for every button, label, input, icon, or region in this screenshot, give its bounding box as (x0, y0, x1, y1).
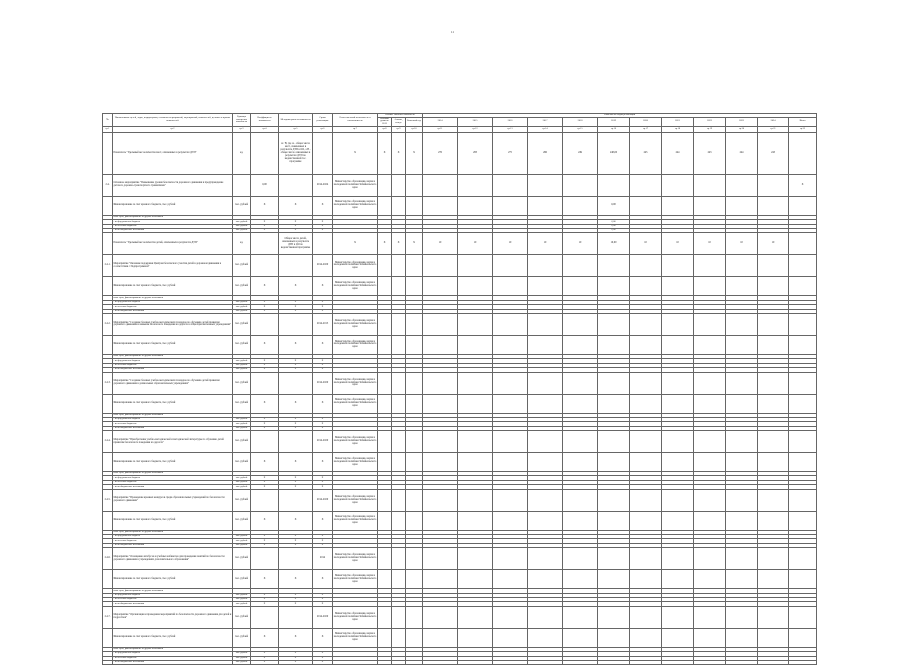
measure-resp: Министерство образования, науки и молодежной политики Забайкальского края (333, 548, 378, 570)
header-year: 2022 (694, 117, 726, 126)
measure-unit: тыс. рублей (233, 255, 251, 277)
column-number: гр.7 (333, 126, 378, 132)
column-number: гр.13 (493, 126, 528, 132)
measure-resp: Министерство образования, науки и молодежной политики Забайкальского края (333, 431, 378, 453)
measure-number: 2.4.4. (103, 431, 113, 453)
header-term: Сроки реализации (313, 114, 333, 127)
financing-unit: тыс. рублей (233, 196, 251, 215)
source-row: - из внебюджетных источников тыс. рублей X X X (103, 426, 817, 430)
column-number: гр.19 (694, 126, 726, 132)
financing-value: 0,00 (598, 196, 630, 215)
header-method: Методика расчета показателя (279, 114, 313, 127)
indicator-value: 244 (662, 132, 694, 174)
header-year: 2024 (758, 117, 789, 126)
measure-name: Мероприятие "Проведение краевых конкурсов среди образовательных учреждений по безопасности дорожного движения" (113, 489, 233, 511)
measure-term: 2014-2020 (313, 431, 333, 453)
column-number: гр.10 (406, 126, 423, 132)
source-row: иные пути, финансирование из других источников (103, 354, 817, 358)
program-table (102, 113, 817, 665)
measure-term: 2014-2020 (313, 489, 333, 511)
column-number: гр.9 (392, 126, 406, 132)
financing-name: Финансирование за счет краевого бюджета, тыс. рублей (113, 335, 233, 354)
measure-row (103, 489, 817, 511)
measure-term: 2014-2020 (313, 255, 333, 277)
source-row: - из федерального бюджета тыс. рублей X X X 0,00 (103, 220, 817, 224)
column-number: гр.2 (113, 126, 233, 132)
source-row: - из местных бюджетов тыс. рублей X X X (103, 480, 817, 484)
measure-unit: тыс. рублей (233, 606, 251, 628)
header-year: 2015 (458, 117, 493, 126)
indicator-value: 283 (458, 132, 493, 174)
column-number: гр.20 (726, 126, 758, 132)
column-number: гр.22 (789, 126, 817, 132)
measure-term: 2014-2020 (313, 606, 333, 628)
indicator-unit: ед. (233, 132, 251, 174)
source-row: - из федерального бюджета тыс. рублей X X X (103, 300, 817, 304)
source-row: иные пути, финансирование из других источников (103, 472, 817, 476)
financing-name: Финансирование за счет краевого бюджета, тыс. рублей (113, 453, 233, 472)
source-row: - из местных бюджетов тыс. рублей X X X (103, 597, 817, 601)
measure-term: 2014-2024 (313, 174, 333, 196)
measure-row (103, 313, 817, 335)
measure-name: Основное мероприятие "Повышение уровня безопасности дорожного движения и предупреждение детского дорожно-транспортного травматизма" (113, 174, 233, 196)
main-measure-row (103, 174, 817, 196)
measure-unit: тыс. рублей (233, 431, 251, 453)
measure-resp: Министерство образования, науки и молодежной политики Забайкальского края (333, 606, 378, 628)
measure-number: 2.4. (103, 174, 113, 196)
header-base-2: Анализ, статус (392, 117, 406, 126)
measure-number: 2.4.2. (103, 313, 113, 335)
source-row: - из внебюджетных источников тыс. рублей X X X (103, 602, 817, 606)
measure-coef: 0,00 (251, 174, 279, 196)
indicator-resp: X (333, 132, 378, 174)
indicator-name: Показатель "Удельный вес количества мест, охваченных в результате ДТП" (113, 132, 233, 174)
column-number: гр.21 (758, 126, 789, 132)
financing-row: Финансирование за счет краевого бюджета, тыс. рублей тыс. рублей X X X Министерство образования, науки и молодежной политики Забайкальского края (103, 394, 817, 413)
header-year: 2016 (493, 117, 528, 126)
column-number: гр.18 (662, 126, 694, 132)
header-no: № (103, 114, 113, 127)
header-year: 2019 (598, 117, 630, 126)
measure-name: Мероприятие "Оснащение автобусов и учебных кабинетов для проведения занятий по безопасности дорожного движения в учреждениях дополнительного образования" (113, 548, 233, 570)
source-row: - из федерального бюджета тыс. рублей X X X (103, 417, 817, 421)
indicator-value: 243 (694, 132, 726, 174)
measure-name: Мероприятие "Создание базовых учебно-методических площадок по обучению детей правилам дорожного движения и навыкам безопасного поведения на дорогах в общеобразовательных учреждениях" (113, 313, 233, 335)
financing-row: Финансирование за счет краевого бюджета, тыс. рублей тыс. рублей X X X Министерство образования, науки и молодежной политики Забайкальского края (103, 570, 817, 589)
measures-body (103, 255, 817, 665)
source-row: - из внебюджетных источников тыс. рублей X X X (103, 543, 817, 547)
indicator-method: А / В, где А - общее число мест, охваченных в результате ДТП в ОО, а В - общее число охваченных в результате ДТП по ведомственной гос. программе (279, 132, 313, 174)
financing-name: Финансирование за счет краевого бюджета, тыс. рублей (113, 277, 233, 296)
source-row: иные пути, финансирование из других источников (103, 296, 817, 300)
source-row: - из местных бюджетов тыс. рублей X X X (103, 305, 817, 309)
source-row: иные пути, финансирование из других источников (103, 589, 817, 593)
indicator-value: 249 (563, 132, 598, 174)
indicator-value: 243 (758, 132, 789, 174)
header-year: 2023 (726, 117, 758, 126)
header-base-3: Базисный год (406, 117, 423, 126)
measure-name: Мероприятие "Создание базовых учебно-методических площадок по обучению детей правилам дорожного движения в дошкольных образовательных учреждениях" (113, 372, 233, 394)
source-row: иные пути, финансирование из других источников (103, 647, 817, 651)
column-number: гр.14 (528, 126, 563, 132)
financing-name: Финансирование за счет краевого бюджета, тыс. рублей (113, 570, 233, 589)
financing-row: Финансирование за счет краевого бюджета, тыс. рублей тыс. рублей X X X Министерство образования, науки и молодежной политики Забайкальского края (103, 511, 817, 530)
measure-number: 2.4.5. (103, 489, 113, 511)
header-year: 2014 (423, 117, 458, 126)
measure-row (103, 548, 817, 570)
measure-number: 2.4.1. (103, 255, 113, 277)
indicator-row (103, 132, 817, 174)
source-row: - из федерального бюджета тыс. рублей X X X (103, 359, 817, 363)
source-row: - из местных бюджетов тыс. рублей X X X (103, 656, 817, 660)
column-number: гр.3 (233, 126, 251, 132)
measure-resp: Министерство образования, науки и молодежной политики Забайкальского края (333, 489, 378, 511)
measure-unit: тыс. рублей (233, 489, 251, 511)
header-values-group: Значения по годам реализации (423, 114, 817, 118)
indicator-value: 275 (493, 132, 528, 174)
indicator-method: Общее число детей, охваченных в результате ДТП в ОО по ведомственной программе (279, 233, 313, 255)
financing-name: Финансирование за счет краевого бюджета, тыс. рублей (113, 196, 233, 215)
source-row: - из местных бюджетов тыс. рублей X X X 0,00 (103, 224, 817, 228)
source-row: иные пути, финансирование из других источников (103, 530, 817, 534)
financing-name: Финансирование за счет краевого бюджета, тыс. рублей (113, 628, 233, 647)
indicator-name: Показатель "Удельный вес количества детей, охваченных в результате ДТП" (113, 233, 233, 255)
source-row: иные пути, финансирование из других источников (103, 215, 817, 219)
source-row: - из федерального бюджета тыс. рублей X X X (103, 535, 817, 539)
page-number: 11 (451, 30, 454, 34)
measure-row (103, 372, 817, 394)
measure-unit: тыс. рублей (233, 548, 251, 570)
measure-term: 2014 (313, 548, 333, 570)
measure-row (103, 255, 817, 277)
measure-term: 2014-2015 (313, 313, 333, 335)
indicator-value: 276 (423, 132, 458, 174)
source-row: - из внебюджетных источников тыс. рублей X X X (103, 309, 817, 313)
indicator-row: Показатель "Удельный вес количества детей, охваченных в результате ДТП" ед. Общее число детей, охваченных в результате ДТП в ОО по ведомственной программе X X X X 10 10 10 10 10 10,00 10 10 10 10 10 (103, 233, 817, 255)
source-row: - из федерального бюджета тыс. рублей X X X (103, 476, 817, 480)
header-year: 2021 (662, 117, 694, 126)
measure-term: 2014-2020 (313, 372, 333, 394)
measure-row (103, 606, 817, 628)
financing-row: Финансирование за счет краевого бюджета, тыс. рублей тыс. рублей X X X Министерство образования, науки и молодежной политики Забайкальского края (103, 628, 817, 647)
source-row: - из местных бюджетов тыс. рублей X X X (103, 363, 817, 367)
measure-resp: Министерство образования, науки и молодежной политики Забайкальского края (333, 174, 378, 196)
header-name: Наименование целей, задач, подпрограмм, основных мероприятий, мероприятий, показателей, целевых и прочих показателей (113, 114, 233, 127)
header-total: Итого (789, 117, 817, 126)
measure-resp: Министерство образования, науки и молодежной политики Забайкальского края (333, 255, 378, 277)
source-row: - из внебюджетных источников тыс. рублей X X X (103, 368, 817, 372)
financing-row: Финансирование за счет краевого бюджета, тыс. рублей тыс. рублей X X X Министерство образования, науки и молодежной политики Забайкальского края 0,00 (103, 196, 817, 215)
measure-name: Мероприятие "Оказание поддержки Центрам безопасного участия детей в дорожном движении в соответствии с Подпрограммой" (113, 255, 233, 277)
source-row: иные пути, финансирование из других источников (103, 413, 817, 417)
measure-number: 2.4.7. (103, 606, 113, 628)
indicator-value: X (392, 132, 406, 174)
source-row: - из федерального бюджета тыс. рублей X X X (103, 652, 817, 656)
header-year: 2017 (528, 117, 563, 126)
financing-row: Финансирование за счет краевого бюджета, тыс. рублей тыс. рублей X X X Министерство образования, науки и молодежной политики Забайкальского края (103, 277, 817, 296)
column-number: гр.17 (630, 126, 662, 132)
column-number: гр.8 (378, 126, 392, 132)
measure-number: 2.4.6. (103, 548, 113, 570)
header-year: 2018 (563, 117, 598, 126)
financing-resp: Министерство образования, науки и молодежной политики Забайкальского края (333, 196, 378, 215)
source-row: - из федерального бюджета тыс. рублей X X X (103, 593, 817, 597)
source-row: - из местных бюджетов тыс. рублей X X X (103, 422, 817, 426)
column-number: гр.5 (279, 126, 313, 132)
measure-unit: тыс. рублей (233, 372, 251, 394)
indicator-value: 266 (528, 132, 563, 174)
measure-name: Мероприятие "Приобретение учебно-методической и методической литературы по обучению детей правилам безопасного поведения на дорогах" (113, 431, 233, 453)
column-number: гр.1 (103, 126, 113, 132)
measure-unit: тыс. рублей (233, 313, 251, 335)
source-row: - из внебюджетных источников тыс. рублей X X X (103, 485, 817, 489)
indicator-value: 244 (726, 132, 758, 174)
indicator-value: X (406, 132, 423, 174)
financing-name: Финансирование за счет краевого бюджета, тыс. рублей (113, 511, 233, 530)
source-row: - из внебюджетных источников тыс. рублей X X X 0,00 (103, 228, 817, 232)
column-number: гр.16 (598, 126, 630, 132)
measure-resp: Министерство образования, науки и молодежной политики Забайкальского края (333, 372, 378, 394)
indicator-value: X (378, 132, 392, 174)
financing-name: Финансирование за счет краевого бюджета, тыс. рублей (113, 394, 233, 413)
indicator-value: 245 (630, 132, 662, 174)
header-unit: Единица измерения показателя (233, 114, 251, 127)
column-number: гр.15 (563, 126, 598, 132)
measure-resp: Министерство образования, науки и молодежной политики Забайкальского края (333, 313, 378, 335)
column-number: гр.12 (458, 126, 493, 132)
header-base-group: Базовое значение показателя (378, 114, 423, 118)
header-coef: Коэффициент значимости (251, 114, 279, 127)
measure-number: 2.4.3. (103, 372, 113, 394)
measure-total: X (789, 174, 817, 196)
column-number: гр.6 (313, 126, 333, 132)
source-row: - из внебюджетных источников тыс. рублей X X X (103, 660, 817, 664)
column-number: гр.4 (251, 126, 279, 132)
header-resp: Ответственный исполнитель и соисполнитель (333, 114, 378, 127)
column-number: гр.11 (423, 126, 458, 132)
source-row: - из местных бюджетов тыс. рублей X X X (103, 539, 817, 543)
financing-row: Финансирование за счет краевого бюджета, тыс. рублей тыс. рублей X X X Министерство образования, науки и молодежной политики Забайкальского края (103, 453, 817, 472)
header-base-1: Базовый уровень 2012 (378, 117, 392, 126)
indicator-value: 248,00 (598, 132, 630, 174)
measure-row (103, 431, 817, 453)
financing-row: Финансирование за счет краевого бюджета, тыс. рублей тыс. рублей X X X Министерство образования, науки и молодежной политики Забайкальского края (103, 335, 817, 354)
header-year: 2020 (630, 117, 662, 126)
program-table-sheet (102, 113, 815, 665)
measure-name: Мероприятие "Организация и проведение мероприятий по безопасности дорожного движения для детей и подростков" (113, 606, 233, 628)
